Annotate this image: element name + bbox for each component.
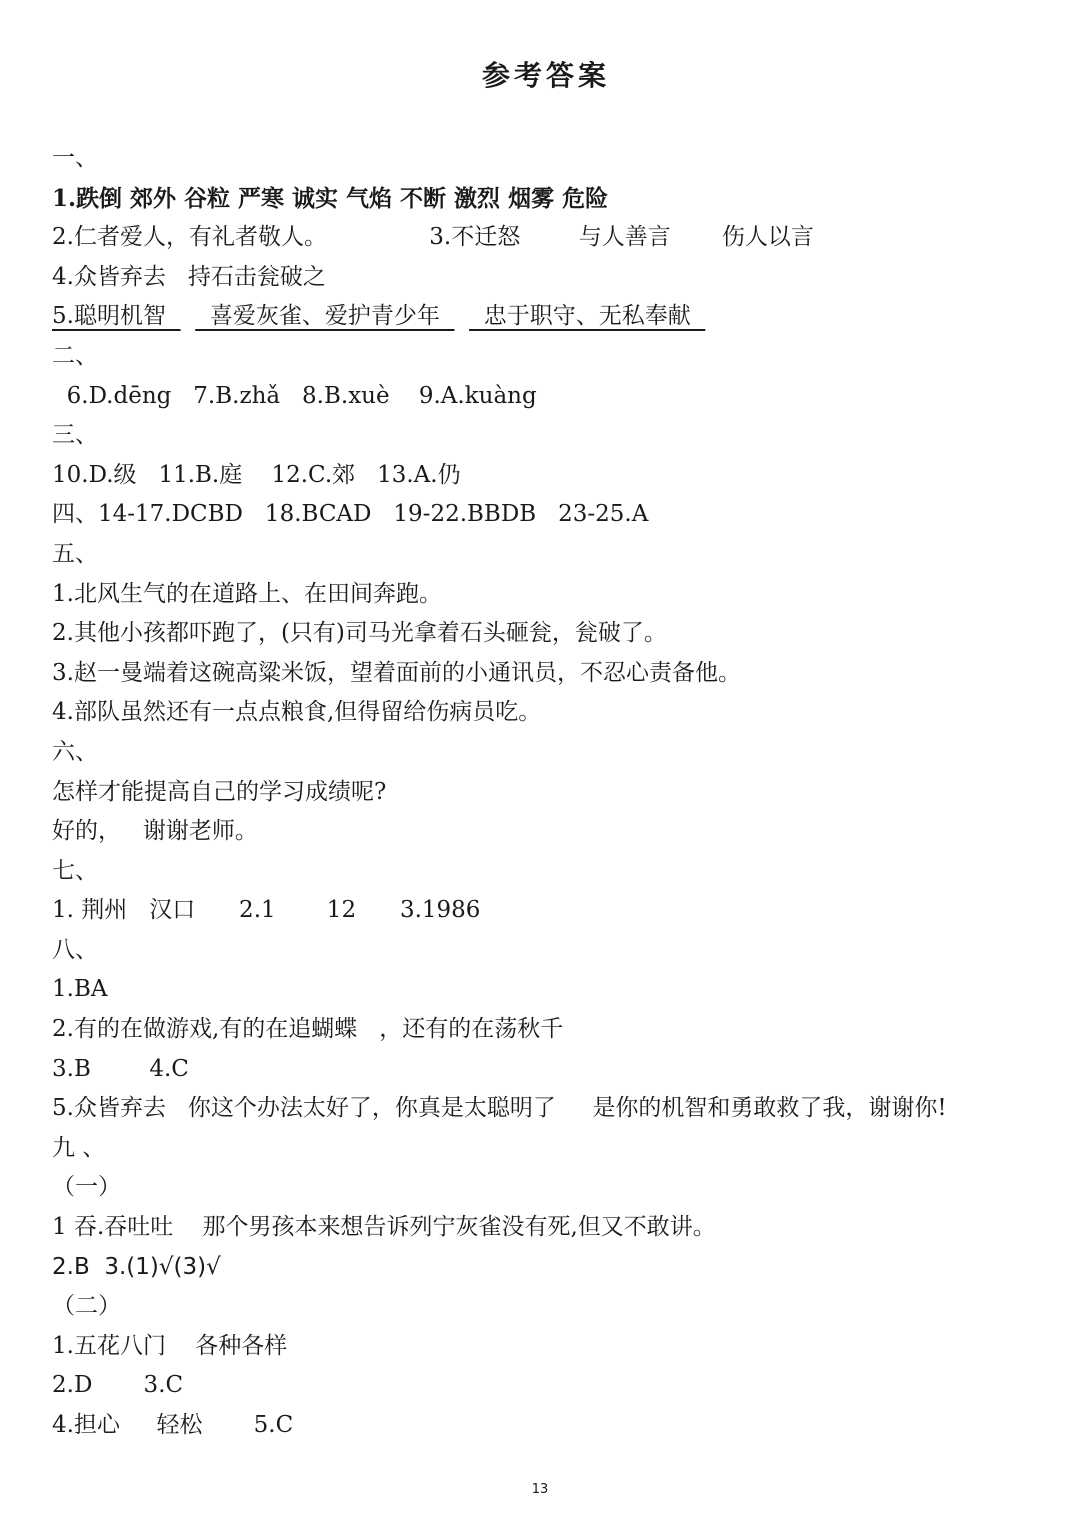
- section-heading-7: 七、: [52, 857, 98, 884]
- underlined-answer: 忠于职守、无私奉献: [469, 303, 706, 330]
- subsection-heading: （二）: [52, 1293, 121, 1320]
- answer-line: 6.D.dēng 7.B.zhǎ 8.B.xuè 9.A.kuàng: [52, 382, 537, 409]
- answer-line: 2.其他小孩都吓跑了，(只有)司马光拿着石头砸瓮，瓮破了。: [52, 620, 667, 647]
- subsection-heading: （一）: [52, 1174, 121, 1201]
- answer-line: 2.仁者爱人，有礼者敬人。 3.不迁怒 与人善言 伤人以言: [52, 224, 814, 251]
- answer-line: 1.跌倒 郊外 谷粒 严寒 诚实 气焰 不断 激烈 烟雾 危险: [52, 184, 609, 212]
- answer-line: 1.五花八门 各种各样: [52, 1332, 288, 1359]
- underlined-answer: 5.聪明机智: [52, 303, 181, 330]
- answer-line: 好的， 谢谢老师。: [52, 818, 258, 845]
- answer-line: 四、14-17.DCBD 18.BCAD 19-22.BBDB 23-25.A: [52, 501, 649, 528]
- answer-line: 1. 荆州 汉口 2.1 12 3.1986: [52, 897, 481, 924]
- underlined-answer: 喜爱灰雀、爱护青少年: [195, 303, 455, 330]
- page-title: 参考答案: [481, 59, 610, 92]
- page-number: 13: [531, 1482, 549, 1497]
- section-heading-1: 一、: [52, 145, 98, 171]
- answer-line: 怎样才能提高自己的学习成绩呢?: [52, 778, 387, 805]
- answer-line: 4.众皆弃去 持石击瓮破之: [52, 263, 326, 290]
- answer-line: 2.有的在做游戏,有的在追蝴蝶 ，还有的在荡秋千: [52, 1016, 564, 1043]
- section-heading-5: 五、: [52, 540, 98, 567]
- answer-line-underlined: [52, 297, 1040, 337]
- section-heading-3: 三、: [52, 422, 98, 449]
- answer-line: 3.B 4.C: [52, 1055, 189, 1082]
- section-heading-8: 八、: [52, 936, 98, 963]
- answer-line: 4.担心 轻松 5.C: [52, 1412, 294, 1438]
- section-heading-2: 二、: [52, 342, 98, 369]
- section-heading-9: 九 、: [52, 1134, 106, 1161]
- answer-content: [52, 139, 1040, 1446]
- answer-line: 5.众皆弃去 你这个办法太好了，你真是太聪明了 是你的机智和勇敢救了我，谢谢你!: [52, 1095, 947, 1122]
- answer-line: 3.赵一曼端着这碗高粱米饭，望着面前的小通讯员，不忍心责备他。: [52, 659, 741, 686]
- answer-line: 2.D 3.C: [52, 1372, 184, 1399]
- answer-line: 1 吞.吞吐吐 那个男孩本来想告诉列宁灰雀没有死,但又不敢讲。: [52, 1214, 716, 1241]
- answer-line: 2.B 3.(1)√(3)√: [52, 1253, 221, 1280]
- answer-line: 1.北风生气的在道路上、在田间奔跑。: [52, 580, 442, 607]
- answer-line: 1.BA: [52, 976, 108, 1003]
- section-heading-6: 六、: [52, 738, 98, 765]
- answer-line: 4.部队虽然还有一点点粮食,但得留给伤病员吃。: [52, 699, 542, 726]
- answer-line: 10.D.级 11.B.庭 12.C.郊 13.A.仍: [52, 461, 461, 488]
